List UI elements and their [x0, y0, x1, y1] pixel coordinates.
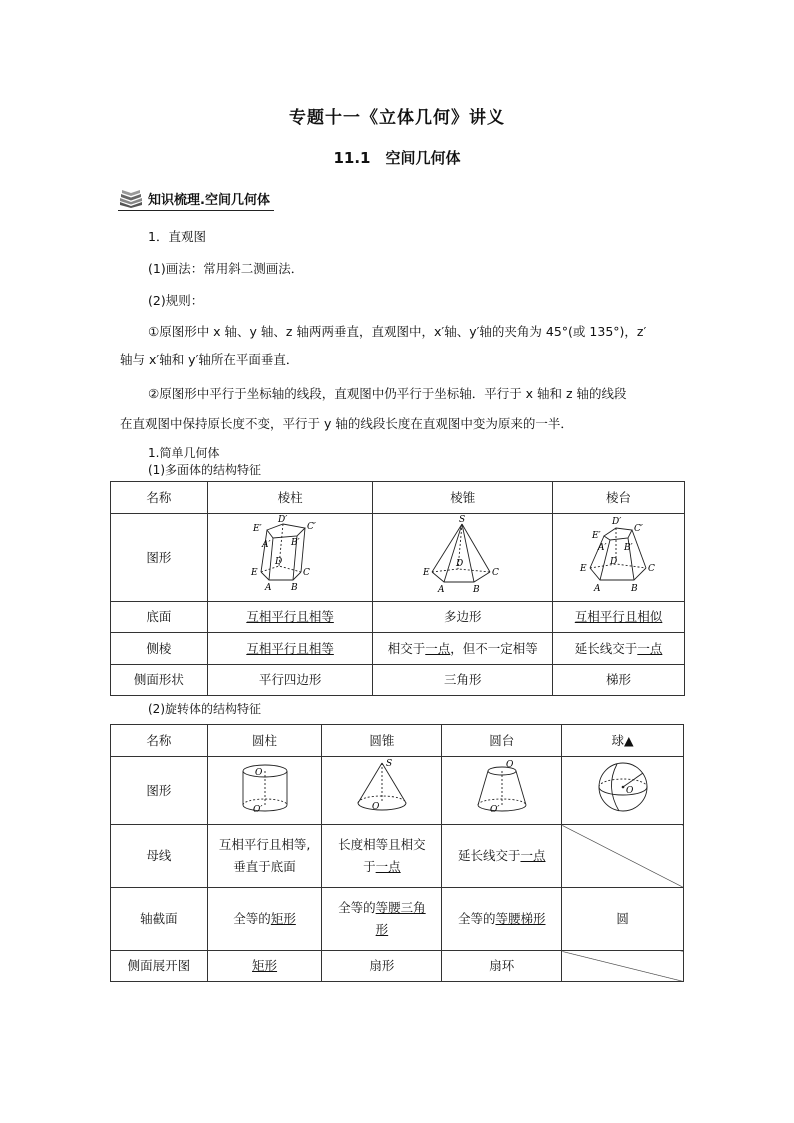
rule-1-line-1: ①原图形中 x 轴、y 轴、z 轴两两垂直，直观图中，x′轴、y′轴的夹角为 45°(或 135°)，z′	[148, 324, 647, 339]
cone-generatrix: 长度相等且相交 于一点	[322, 825, 442, 888]
fig-label: C	[303, 568, 310, 578]
frustum-face-shape: 梯形	[553, 665, 685, 696]
fig-label: B	[630, 584, 638, 594]
header-sphere: 球▲	[562, 725, 684, 757]
fig-label: D	[455, 559, 463, 569]
frustum-cone-generatrix: 延长线交于一点	[442, 825, 562, 888]
fig-label: B	[472, 585, 480, 594]
prism-figure	[207, 514, 373, 602]
header-cylinder: 圆柱	[207, 725, 322, 757]
row-label-base: 底面	[111, 602, 208, 633]
row-label-axial-section: 轴截面	[111, 888, 208, 951]
fig-label: D′	[611, 517, 621, 527]
pyramid-lateral-edge: 相交于一点，但不一定相等	[373, 633, 553, 665]
fig-label: A	[593, 584, 601, 594]
cylinder-generatrix: 互相平行且相等, 垂直于底面	[207, 825, 322, 888]
books-icon	[118, 188, 144, 208]
header-frustum-cone: 圆台	[442, 725, 562, 757]
header-name: 名称	[111, 725, 208, 757]
cylinder-axial-section: 全等的矩形	[207, 888, 322, 951]
sphere-generatrix-empty	[562, 825, 684, 888]
fig-label: A	[265, 583, 272, 593]
fig-label: D	[275, 557, 283, 567]
rule-2-line-2: 在直观图中保持原长度不变，平行于 y 轴的线段长度在直观图中变为原来的一半．	[120, 416, 573, 431]
header-pyramid: 棱锥	[373, 482, 553, 514]
row-label-figure: 图形	[111, 757, 208, 825]
pyramid-face-shape: 三角形	[373, 665, 553, 696]
fig-label: S	[385, 759, 393, 769]
frustum-base: 互相平行且相似	[574, 609, 663, 624]
polyhedron-table	[110, 481, 685, 696]
cone-axial-section: 全等的等腰三角 形	[322, 888, 442, 951]
fig-label: B	[291, 583, 298, 593]
frustum-lateral-edge: 延长线交于一点	[553, 633, 685, 665]
fig-label: E′	[253, 524, 262, 534]
header-frustum: 棱台	[553, 482, 685, 514]
fig-label: C′	[633, 524, 643, 534]
cylinder-unfold: 矩形	[252, 958, 278, 973]
row-label-unfold: 侧面展开图	[111, 951, 208, 982]
rule-2-line-1: ②原图形中平行于坐标轴的线段，直观图中仍平行于坐标轴．平行于 x 轴和 z 轴的线段	[148, 386, 627, 401]
cylinder-figure	[207, 757, 322, 825]
sphere-axial-section: 圆	[562, 888, 684, 951]
fig-label: B′	[291, 538, 300, 548]
row-label-lateral-edge: 侧棱	[111, 633, 208, 665]
fig-label: D′	[278, 515, 288, 525]
fig-label: O	[254, 768, 262, 778]
cone-unfold: 扇形	[322, 951, 442, 982]
rotation-heading: (2)旋转体的结构特征	[148, 702, 261, 716]
row-label-generatrix: 母线	[111, 825, 208, 888]
intro-heading: 1．直观图	[148, 229, 206, 244]
sphere-unfold-empty	[562, 951, 684, 982]
fig-label: O′	[252, 805, 262, 815]
header-cone: 圆锥	[322, 725, 442, 757]
section-subtitle: 11.1 空间几何体	[333, 149, 461, 167]
frustum-cone-figure	[442, 757, 562, 825]
fig-label: E	[251, 568, 258, 578]
fig-label: O	[625, 786, 633, 796]
fig-label: C	[491, 568, 499, 578]
prism-base: 互相平行且相等	[246, 609, 334, 624]
row-label-figure: 图形	[111, 514, 208, 602]
fig-label: B′	[623, 543, 633, 553]
fig-label: E	[579, 564, 587, 574]
rotation-table	[110, 724, 684, 982]
simple-solids-heading: 1.简单几何体	[148, 446, 220, 460]
fig-label: A′	[597, 543, 607, 553]
fig-label: O	[371, 802, 380, 812]
frustum-cone-unfold: 扇环	[442, 951, 562, 982]
polyhedron-heading: (1)多面体的结构特征	[148, 463, 261, 477]
sphere-center-dot	[621, 786, 624, 789]
page-title: 专题十一《立体几何》讲义	[289, 108, 505, 128]
fig-label: C	[647, 564, 655, 574]
header-name: 名称	[111, 482, 208, 514]
prism-face-shape: 平行四边形	[207, 665, 373, 696]
frustum-figure	[553, 514, 685, 602]
intro-rules: (2)规则：	[148, 293, 204, 308]
fig-label: E	[422, 568, 430, 578]
frustum-cone-axial-section: 全等的等腰梯形	[442, 888, 562, 951]
section-header	[118, 186, 274, 211]
fig-label: O	[505, 760, 514, 770]
fig-label: A	[437, 585, 445, 594]
pyramid-figure	[373, 514, 553, 602]
cone-figure	[322, 757, 442, 825]
intro-method: (1)画法：常用斜二测画法．	[148, 261, 304, 276]
fig-label: E′	[591, 531, 601, 541]
pyramid-base: 多边形	[373, 602, 553, 633]
rule-1-line-2: 轴与 x′轴和 y′轴所在平面垂直．	[120, 352, 299, 367]
section-label: 知识梳理.空间几何体	[148, 192, 270, 208]
header-prism: 棱柱	[207, 482, 373, 514]
row-label-face-shape: 侧面形状	[111, 665, 208, 696]
sphere-figure	[562, 757, 684, 825]
fig-label: D	[609, 557, 617, 567]
fig-label: O′	[489, 805, 500, 815]
fig-label: S	[458, 515, 465, 525]
prism-lateral-edge: 互相平行且相等	[246, 640, 334, 656]
fig-label: A′	[262, 540, 271, 550]
fig-label: C′	[307, 522, 316, 532]
